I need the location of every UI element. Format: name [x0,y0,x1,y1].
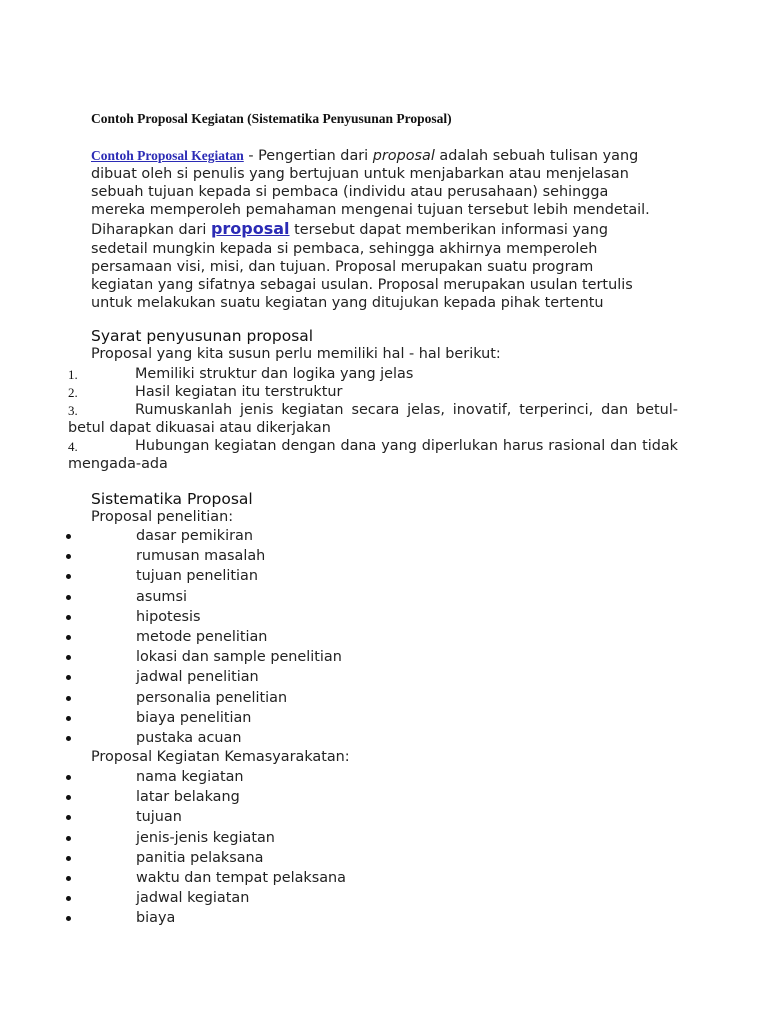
item-number: 1. [68,367,78,382]
numbered-item [68,401,678,437]
bullet-dot-icon [66,795,71,800]
bullet-dot-icon [66,815,71,820]
bullet-dot-icon [66,876,71,881]
list-item-text: biaya [136,910,176,927]
bullet-dot-icon [66,655,71,660]
list-item-text: lokasi dan sample penelitian [136,649,342,666]
list-item-text: hipotesis [136,608,201,625]
bullet-dot-icon [66,554,71,559]
bullet-dot-icon [66,856,71,861]
syarat-heading: Syarat penyusunan proposal [91,327,314,345]
list-item-text: tujuan [136,809,182,826]
item-number: 2. [68,385,78,400]
item-text: Rumuskanlah jenis kegiatan secara jelas, inovatif, terperinci, dan betul-betul dapat dikuasai atau dikerjakan [68,402,678,436]
intro-line-5 [91,219,691,240]
intro-line-1 [91,147,691,165]
bullet-dot-icon [66,574,71,579]
penelitian-label: Proposal penelitian: [91,509,234,525]
item-number: 4. [68,439,78,454]
intro-line-2: dibuat oleh si penulis yang bertujuan untuk menjabarkan atau menjelasan [91,166,629,182]
intro-text: tersebut dapat memberikan informasi yang [289,222,609,238]
item-text: Hasil kegiatan itu terstruktur [135,384,343,400]
syarat-lead: Proposal yang kita susun perlu memiliki hal - hal berikut: [91,346,501,362]
proposal-link[interactable]: proposal [210,219,290,238]
intro-line-4: mereka memperoleh pemahaman mengenai tujuan tersebut lebih mendetail. [91,202,650,218]
item-text: Memiliki struktur dan logika yang jelas [135,366,414,382]
list-item-text: personalia penelitian [136,689,288,706]
list-item-text: waktu dan tempat pelaksana [136,870,346,886]
list-item-text: jadwal kegiatan [136,890,250,907]
numbered-item [68,437,678,473]
numbered-item [68,365,678,383]
list-item-text: pustaka acuan [136,730,242,746]
list-item-text: dasar pemikiran [136,528,253,544]
list-item-text: tujuan penelitian [136,568,258,585]
intro-text: - Pengertian dari [243,148,373,164]
bullet-dot-icon [66,675,71,680]
bullet-dot-icon [66,716,71,721]
sistematika-heading: Sistematika Proposal [91,490,253,508]
bullet-dot-icon [66,635,71,640]
intro-line-3: sebuah tujuan kepada si pembaca (individu atau perusahaan) sehingga [91,184,609,200]
numbered-item [68,383,678,401]
intro-line-9: untuk melakukan suatu kegiatan yang ditujukan kepada pihak tertentu [91,295,604,311]
kemasyarakatan-label: Proposal Kegiatan Kemasyarakatan: [91,749,350,765]
item-text: Hubungan kegiatan dengan dana yang diperlukan harus rasional dan tidak mengada-ada [68,438,678,472]
intro-line-7: persamaan visi, misi, dan tujuan. Proposal merupakan suatu program [91,259,594,275]
bullet-dot-icon [66,534,71,539]
list-item-text: biaya penelitian [136,709,252,726]
bullet-dot-icon [66,595,71,600]
intro-italic-term: proposal [372,148,435,164]
item-number: 3. [68,403,78,418]
contoh-proposal-link[interactable]: Contoh Proposal Kegiatan [91,148,244,163]
document-title: Contoh Proposal Kegiatan (Sistematika Penyusunan Proposal) [91,111,452,126]
list-item-text: jenis-jenis kegiatan [136,829,275,846]
intro-paragraph [91,147,691,312]
intro-text: adalah sebuah tulisan yang [434,148,639,164]
list-item-text: latar belakang [136,789,240,806]
list-item-text: metode penelitian [136,629,268,645]
list-item-text: panitia pelaksana [136,849,264,866]
list-item-text: jadwal penelitian [136,669,259,686]
bullet-dot-icon [66,696,71,701]
list-item-text: nama kegiatan [136,769,244,785]
list-item-text: rumusan masalah [136,548,266,565]
bullet-dot-icon [66,775,71,780]
bullet-dot-icon [66,836,71,841]
bullet-dot-icon [66,916,71,921]
intro-text: Diharapkan dari [91,222,211,238]
list-item-text: asumsi [136,588,187,605]
bullet-dot-icon [66,896,71,901]
intro-line-8: kegiatan yang sifatnya sebagai usulan. Proposal merupakan usulan tertulis [91,277,633,293]
bullet-dot-icon [66,615,71,620]
intro-line-6: sedetail mungkin kepada si pembaca, sehingga akhirnya memperoleh [91,241,598,257]
bullet-dot-icon [66,736,71,741]
